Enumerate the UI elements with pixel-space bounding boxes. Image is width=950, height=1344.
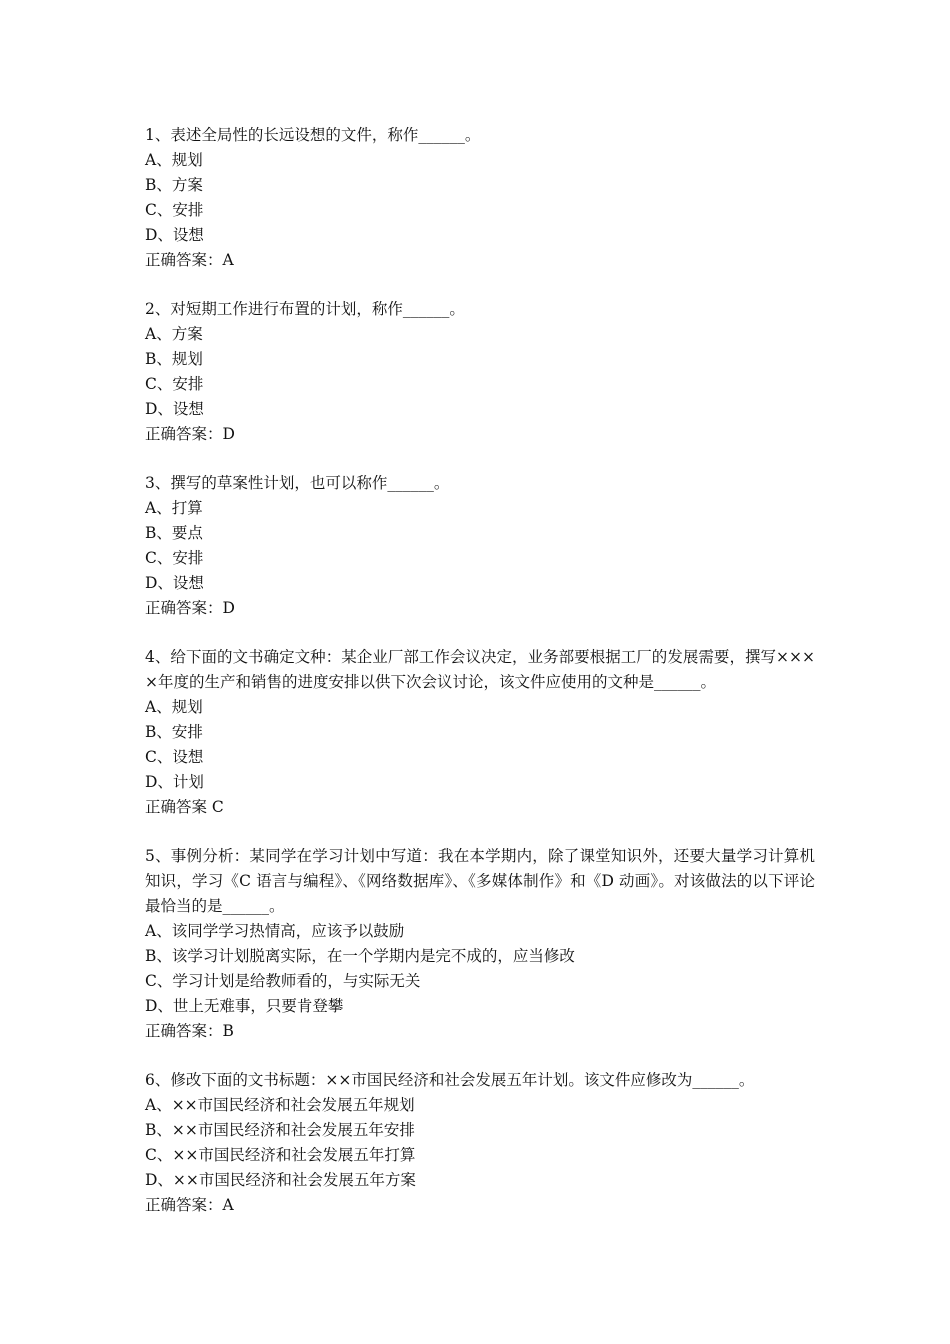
question-2 (145, 297, 815, 447)
option-c: C、安排 (145, 549, 204, 567)
option-a: A、打算 (145, 499, 203, 517)
option-c: C、设想 (145, 748, 204, 766)
option-a: A、规划 (145, 151, 203, 169)
question-stem: 5、事例分析：某同学在学习计划中写道：我在本学期内，除了课堂知识外，还要大量学习计算机知识，学习《C 语言与编程》、《网络数据库》、《多媒体制作》和《D 动画》。对该做法的以下评论最恰当的是______。 (145, 847, 815, 915)
option-d: D、××市国民经济和社会发展五年方案 (145, 1171, 416, 1189)
correct-answer: 正确答案：B (145, 1022, 234, 1040)
question-stem: 4、给下面的文书确定文种：某企业厂部工作会议决定，业务部要根据工厂的发展需要，撰写××××年度的生产和销售的进度安排以供下次会议讨论，该文件应使用的文种是______。 (145, 648, 815, 691)
option-a: A、方案 (145, 325, 203, 343)
correct-answer: 正确答案 C (145, 798, 224, 816)
option-b: B、要点 (145, 524, 203, 542)
question-stem: 3、撰写的草案性计划，也可以称作______。 (145, 474, 450, 492)
question-4 (145, 645, 815, 820)
question-5 (145, 844, 815, 1044)
option-d: D、计划 (145, 773, 204, 791)
option-c: C、学习计划是给教师看的，与实际无关 (145, 972, 421, 990)
correct-answer: 正确答案：D (145, 425, 235, 443)
option-b: B、××市国民经济和社会发展五年安排 (145, 1121, 415, 1139)
option-b: B、安排 (145, 723, 203, 741)
option-a: A、××市国民经济和社会发展五年规划 (145, 1096, 415, 1114)
question-1 (145, 123, 815, 273)
question-stem: 6、修改下面的文书标题：××市国民经济和社会发展五年计划。该文件应修改为______。 (145, 1071, 755, 1089)
correct-answer: 正确答案：D (145, 599, 235, 617)
document-page (145, 123, 815, 1242)
question-6 (145, 1068, 815, 1218)
option-d: D、设想 (145, 574, 204, 592)
correct-answer: 正确答案：A (145, 1196, 234, 1214)
question-3 (145, 471, 815, 621)
option-b: B、该学习计划脱离实际，在一个学期内是完不成的，应当修改 (145, 947, 575, 965)
question-stem: 1、表述全局性的长远设想的文件，称作______。 (145, 126, 481, 144)
question-stem: 2、对短期工作进行布置的计划，称作______。 (145, 300, 465, 318)
option-a: A、该同学学习热情高，应该予以鼓励 (145, 922, 405, 940)
option-d: D、设想 (145, 400, 204, 418)
option-c: C、安排 (145, 201, 204, 219)
option-d: D、设想 (145, 226, 204, 244)
correct-answer: 正确答案：A (145, 251, 234, 269)
option-d: D、世上无难事，只要肯登攀 (145, 997, 344, 1015)
option-c: C、安排 (145, 375, 204, 393)
option-b: B、规划 (145, 350, 203, 368)
option-c: C、××市国民经济和社会发展五年打算 (145, 1146, 416, 1164)
option-b: B、方案 (145, 176, 203, 194)
option-a: A、规划 (145, 698, 203, 716)
